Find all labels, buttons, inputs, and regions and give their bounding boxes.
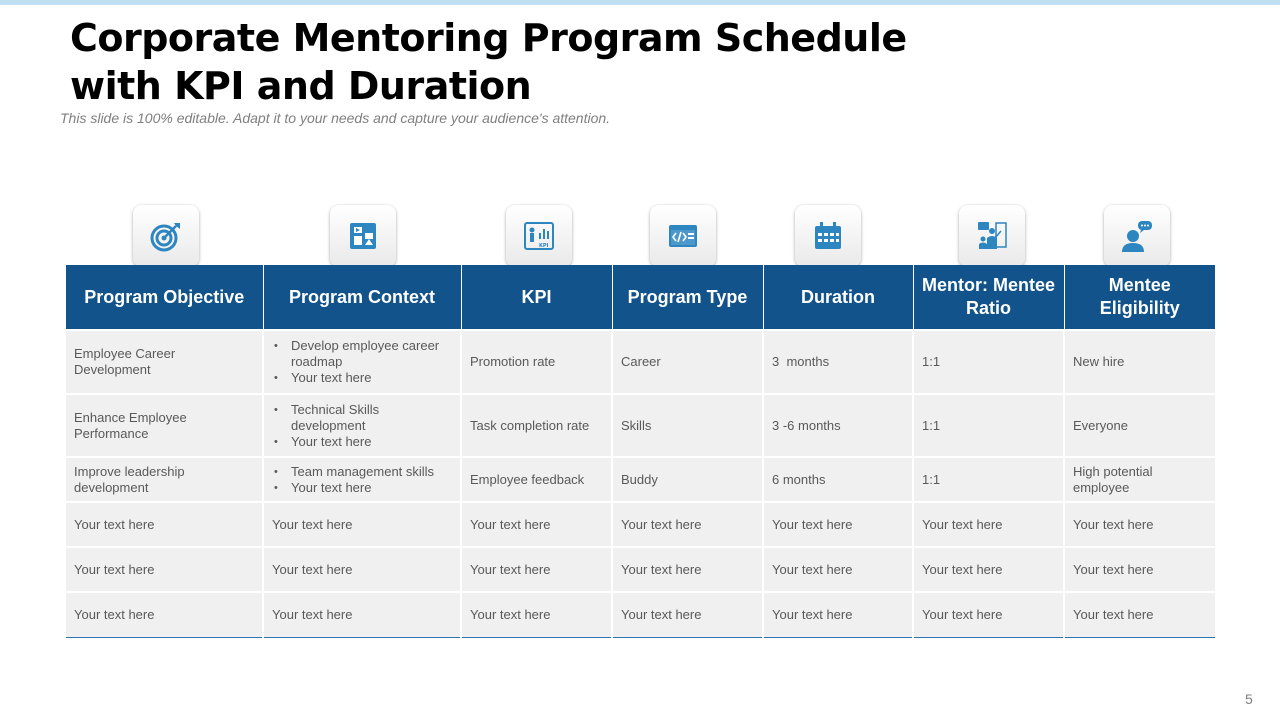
table-row	[66, 592, 1215, 637]
table-row	[66, 502, 1215, 547]
cell-duration: Your text here	[763, 547, 913, 592]
slide-title: Corporate Mentoring Program Schedule with KPI and Duration	[70, 16, 907, 108]
cell-eligibility: Everyone	[1064, 394, 1215, 457]
cell-duration: 3 -6 months	[763, 394, 913, 457]
cell-duration: Your text here	[763, 502, 913, 547]
cell-objective: Your text here	[66, 502, 263, 547]
mentor-teaching-icon	[959, 205, 1025, 267]
program-schedule-table	[66, 265, 1215, 638]
cell-ratio: Your text here	[913, 547, 1064, 592]
cell-kpi: Employee feedback	[461, 457, 612, 502]
top-accent-bar	[0, 0, 1280, 5]
table-row	[66, 394, 1215, 457]
presentation-board-icon	[330, 205, 396, 267]
cell-eligibility: Your text here	[1064, 547, 1215, 592]
context-bullet: • Your text here	[272, 480, 452, 496]
cell-context	[263, 457, 461, 502]
header-program-objective: Program Objective	[66, 265, 263, 330]
header-duration: Duration	[763, 265, 913, 330]
header-kpi: KPI	[461, 265, 612, 330]
calendar-icon	[795, 205, 861, 267]
cell-eligibility: High potential employee	[1064, 457, 1215, 502]
context-bullet: • Develop employee career roadmap	[272, 338, 452, 370]
slide-subtitle: This slide is 100% editable. Adapt it to your needs and capture your audience's attention.	[60, 110, 611, 126]
cell-kpi: Promotion rate	[461, 330, 612, 394]
cell-kpi: Your text here	[461, 592, 612, 637]
cell-duration: 3 months	[763, 330, 913, 394]
cell-ratio: Your text here	[913, 592, 1064, 637]
target-icon	[133, 205, 199, 267]
cell-ratio: 1:1	[913, 330, 1064, 394]
code-window-icon	[650, 205, 716, 267]
cell-duration: Your text here	[763, 592, 913, 637]
cell-type: Your text here	[612, 592, 763, 637]
cell-objective: Improve leadership development	[66, 457, 263, 502]
header-program-type: Program Type	[612, 265, 763, 330]
cell-ratio: 1:1	[913, 457, 1064, 502]
cell-eligibility: Your text here	[1064, 592, 1215, 637]
cell-ratio: 1:1	[913, 394, 1064, 457]
cell-type: Your text here	[612, 502, 763, 547]
context-bullet: • Your text here	[272, 434, 452, 450]
header-program-context: Program Context	[263, 265, 461, 330]
cell-objective: Your text here	[66, 547, 263, 592]
kpi-chart-icon	[506, 205, 572, 267]
cell-ratio: Your text here	[913, 502, 1064, 547]
cell-context	[263, 394, 461, 457]
cell-type: Your text here	[612, 547, 763, 592]
cell-kpi: Task completion rate	[461, 394, 612, 457]
cell-context: Your text here	[263, 502, 461, 547]
header-mentee-eligibility: Mentee Eligibility	[1064, 265, 1215, 330]
cell-objective: Your text here	[66, 592, 263, 637]
cell-objective: Employee Career Development	[66, 330, 263, 394]
chat-person-icon	[1104, 205, 1170, 267]
cell-objective: Enhance Employee Performance	[66, 394, 263, 457]
cell-type: Skills	[612, 394, 763, 457]
table-row	[66, 457, 1215, 502]
cell-kpi: Your text here	[461, 547, 612, 592]
cell-duration: 6 months	[763, 457, 913, 502]
cell-type: Career	[612, 330, 763, 394]
table-row	[66, 547, 1215, 592]
cell-eligibility: Your text here	[1064, 502, 1215, 547]
table-header-row	[66, 265, 1215, 330]
page-number: 5	[1245, 691, 1253, 707]
cell-context: Your text here	[263, 592, 461, 637]
context-bullet: • Team management skills	[272, 464, 452, 480]
cell-eligibility: New hire	[1064, 330, 1215, 394]
context-bullet: • Your text here	[272, 370, 452, 386]
cell-context: Your text here	[263, 547, 461, 592]
cell-type: Buddy	[612, 457, 763, 502]
table-row	[66, 330, 1215, 394]
cell-context	[263, 330, 461, 394]
header-mentor-mentee-ratio: Mentor: Mentee Ratio	[913, 265, 1064, 330]
cell-kpi: Your text here	[461, 502, 612, 547]
svg-text:KPI: KPI	[539, 243, 549, 249]
context-bullet: • Technical Skills development	[272, 402, 452, 434]
